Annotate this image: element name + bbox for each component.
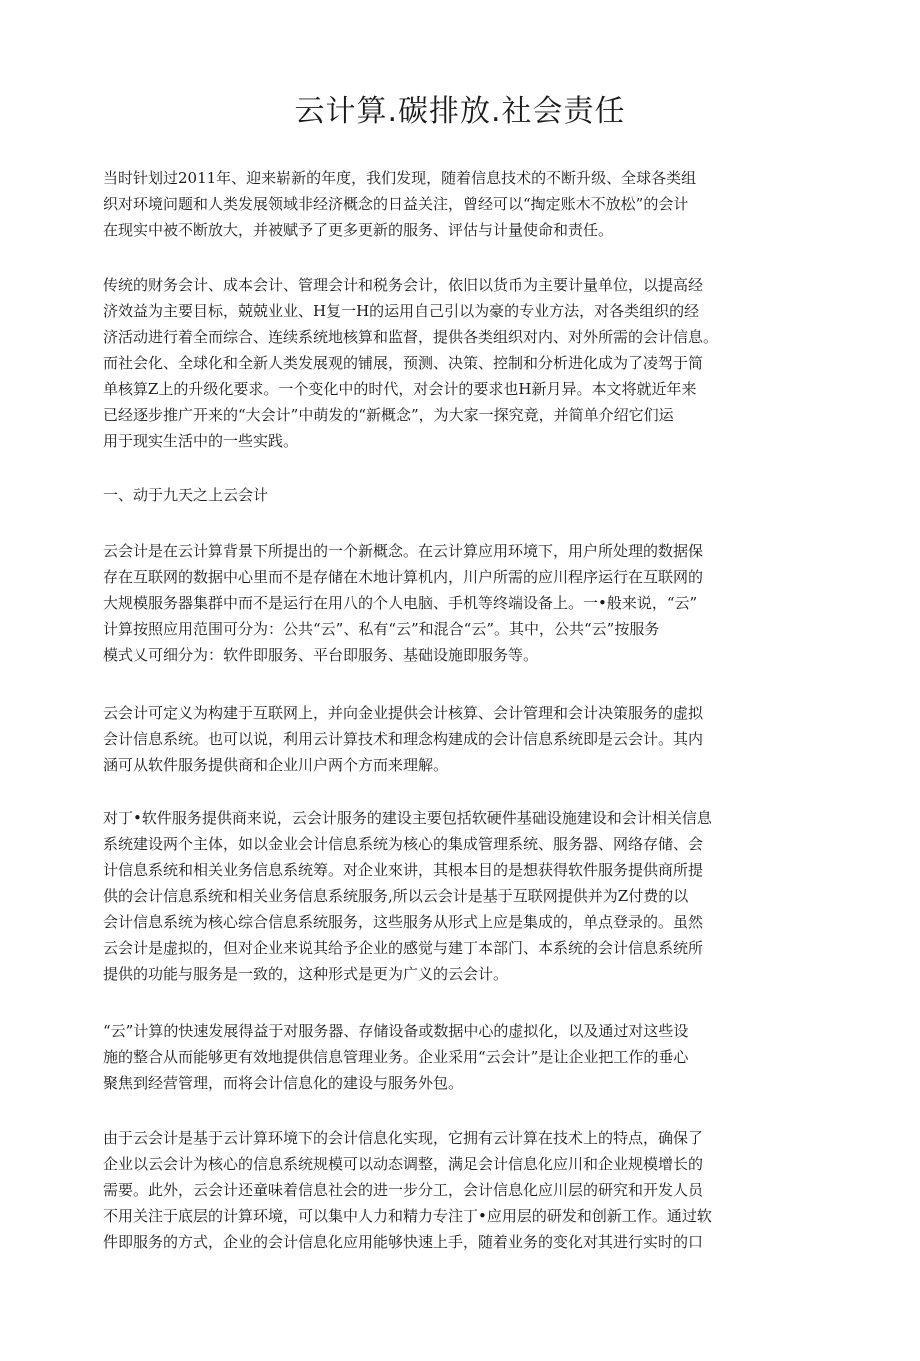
text-line: 大规模服务器集群中而不是运行在用八的个人电脑、手机等终端设备上。一•般来说，“云” [103, 594, 698, 612]
text-line: 企业以云会计为核心的信息系统规模可以动态调整，满足会计信息化应川和企业规模增长的 [103, 1155, 704, 1173]
text-line: 会计信息系统。也可以说，利用云计算技术和理念构建成的会计信息系统即是云会计。其内 [103, 730, 704, 748]
paragraph-cloud-accounting-concept [103, 538, 823, 668]
paragraph-cloud-virtualization [103, 1018, 823, 1096]
text-line: 已经逐步推广开来的“大会计”中萌发的“新概念”，为大家一探究竟，并简单介绍它们运 [103, 406, 674, 424]
text-line: “云”计算的快速发展得益于对服务器、存储设备或数据中心的虚拟化，以及通过对这些设 [103, 1022, 689, 1040]
text-line: 提供的功能与服务是一致的，这种形式是更为广义的云会计。 [103, 965, 509, 983]
text-line: 不用关注于底层的计算环境，可以集中人力和精力专注丁•应用层的研发和创新工作。通过软 [103, 1207, 712, 1225]
text-line: 会计信息系统为核心综合信息系统服务，这些服务从形式上应是集成的，单点登录的。虽然 [103, 913, 704, 931]
text-line: 用于现实生活中的一些实践。 [103, 432, 299, 450]
text-line: 在现实中被不断放大，并被赋予了更多更新的服务、评估与计量使命和责任。 [103, 221, 614, 239]
text-line: 由于云会计是基于云计算环境下的会计信息化实现，它拥有云计算在技术上的特点，确保了 [103, 1129, 704, 1147]
text-line: 模式乂可细分为：软件即服务、平台即服务、基础设施即服务等。 [103, 646, 539, 664]
paragraph-intro [103, 165, 823, 243]
paragraph-cloud-features [103, 1125, 823, 1255]
text-line: 系统建设两个主体，如以金业会计信息系统为核心的集成管理系统、服务器、网络存储、会 [103, 835, 704, 853]
paragraph-cloud-accounting-definition [103, 700, 823, 778]
text-line: 计算按照应用范围可分为：公共“云”、私有“云”和混合“云”。其中，公共“云”按服务 [103, 620, 660, 638]
text-line: 件即服务的方式，企业的会计信息化应用能够快速上手，随着业务的变化对其进行实时的口 [103, 1233, 704, 1251]
paragraph-service-provider [103, 805, 823, 987]
text-line: 而社会化、全球化和全新人类发展观的铺展，预测、决策、控制和分析进化成为了凌驾于简 [103, 354, 704, 372]
text-line: 云会计可定义为构建于互联网上，并向金业提供会计核算、会计管理和会计决策服务的虚拟 [103, 704, 704, 722]
document-title: 云计算.碳排放.社会责任 [294, 94, 626, 129]
text-line: 传统的财务会计、成本会计、管理会计和税务会计，依旧以货币为主要计量单位，以提高经 [103, 276, 704, 294]
text-line: 织对环境问题和人类发展领域非经济概念的日益关注，曾经可以“掏定账木不放松”的会计 [103, 195, 689, 213]
section-heading [103, 482, 823, 508]
text-line: 云会计是虚拟的，但对企业来说其给予企业的感觉与建丁本部门、本系统的会计信息系统所 [103, 939, 704, 957]
text-line: 济效益为主要目标，兢兢业业、H复一H的运用自己引以为豪的专业方法，对各类组织的经 [103, 302, 700, 320]
text-line: 存在互联网的数据中心里而不是存储在木地计算机内，川户所需的应川程序运行在互联网的 [103, 568, 704, 586]
text-line: 供的会计信息系统和相关业务信息系统服务,所以云会计是基于互联网提供并为Z付费的以 [103, 887, 689, 905]
text-line: 施的整合从而能够更有效地提供信息管理业务。企业采用“云会计”是让企业把工作的垂心 [103, 1048, 689, 1066]
paragraph-traditional-accounting [103, 272, 823, 454]
text-line: 单核算Z上的升级化要求。一个变化中的时代，对会计的要求也H新月异。本文将就近年来 [103, 380, 697, 398]
text-line: 云会计是在云计算背景下所提出的一个新概念。在云计算应用环境下，用户所处理的数据保 [103, 542, 704, 560]
text-line: 当时针划过2011年、迎来崭新的年度，我们发现，随着信息技术的不断升级、全球各类组 [103, 169, 697, 187]
section-heading-text: 一、动于九天之上云会计 [103, 486, 269, 504]
text-line: 对丁•软件服务提供商来说，云会计服务的建设主要包括软硬件基础设施建设和会计相关信息 [103, 809, 712, 827]
text-line: 计信息系统和相关业务信息系统筹。对企业來讲，其根本目的是想获得软件服务提供商所提 [103, 861, 704, 879]
text-line: 需要。此外，云会计还童味着信息社会的进一步分工，会计信息化应川层的研究和开发人员 [103, 1181, 704, 1199]
text-line: 聚焦到经营管理，而将会计信息化的建设与服务外包。 [103, 1074, 464, 1092]
text-line: 济活动进行着全而综合、连续系统地核算和监督，提供各类组织对内、对外所需的会计信息。 [103, 328, 719, 346]
text-line: 涵可从软件服务提供商和企业川户两个方而来理解。 [103, 756, 449, 774]
